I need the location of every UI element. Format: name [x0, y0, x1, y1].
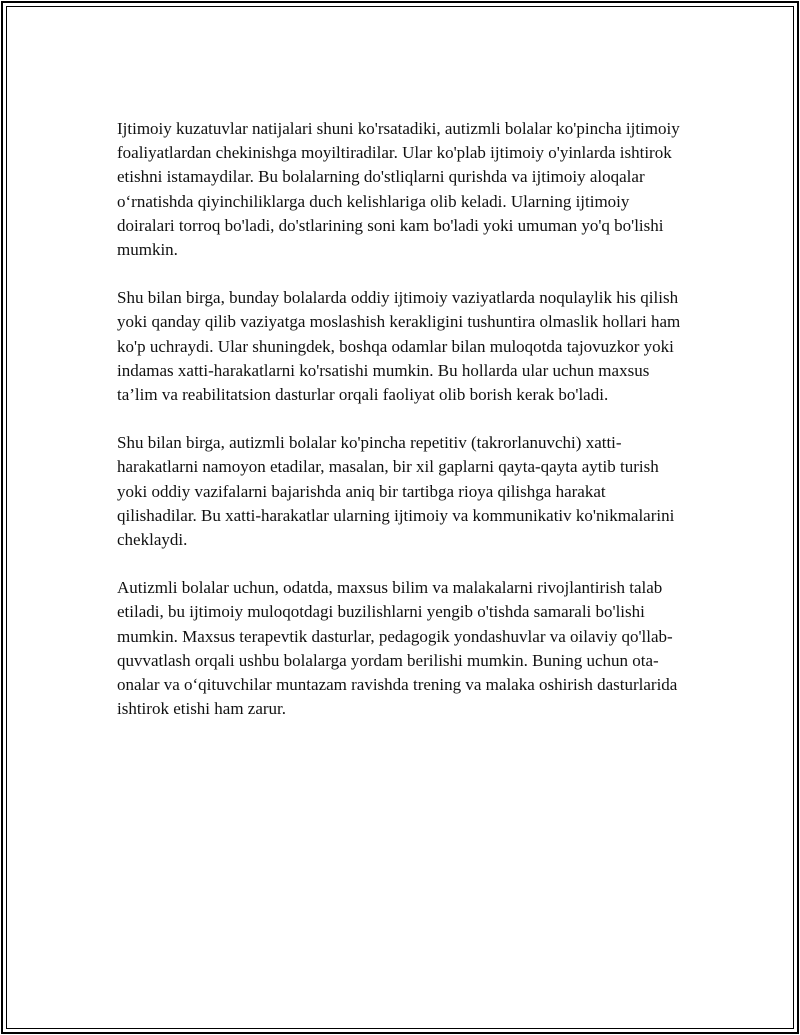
paragraph-3: Shu bilan birga, autizmli bolalar ko'pincha repetitiv (takrorlanuvchi) xatti-harakatlarni namoyon etadilar, masalan, bir xil gaplarni qayta-qayta aytib turish yoki oddiy vazifalarni bajarishda aniq bir tartibga rioya qilishga harakat qilishadilar. Bu xatti-harakatlar ularning ijtimoiy va kommunikativ ko'nikmalarini cheklaydi. [117, 433, 675, 550]
paragraph-2: Shu bilan birga, bunday bolalarda oddiy ijtimoiy vaziyatlarda noqulaylik his qilish yoki qanday qilib vaziyatga moslashish kerakligini tushuntira olmaslik hollari ham ko'p uchraydi. Ular shuningdek, boshqa odamlar bilan muloqotda tajovuzkor yoki indamas xatti-harakatlarni ko'rsatishi mumkin. Bu hollarda ular uchun maxsus ta’lim va reabilitatsion dasturlar orqali faoliyat olib borish kerak bo'ladi. [117, 288, 681, 405]
paragraph-1: Ijtimoiy kuzatuvlar natijalari shuni ko'rsatadiki, autizmli bolalar ko'pincha ijtimoiy foaliyatlardan chekinishga moyiltiradilar. Ular ko'plab ijtimoiy o'yinlarda ishtirok etishni istamaydilar. Bu bolalarning do'stliqlarni qurishda va ijtimoiy aloqalar o‘rnatishda qiyinchiliklarga duch kelishlariga olib keladi. Ularning ijtimoiy doiralari torroq bo'ladi, do'stlarining soni kam bo'ladi yoki umuman yo'q bo'lishi mumkin. [117, 119, 680, 260]
document-body [117, 117, 683, 745]
paragraph-4: Autizmli bolalar uchun, odatda, maxsus bilim va malakalarni rivojlantirish talab etiladi, bu ijtimoiy muloqotdagi buzilishlarni yengib o'tishda samarali bo'lishi mumkin. Maxsus terapevtik dasturlar, pedagogik yondashuvlar va oilaviy qo'llab-quvvatlash orqali ushbu bolalarga yordam berilishi mumkin. Buning uchun ota-onalar va o‘qituvchilar muntazam ravishda trening va malaka oshirish dasturlarida ishtirok etishi ham zarur. [117, 578, 678, 719]
